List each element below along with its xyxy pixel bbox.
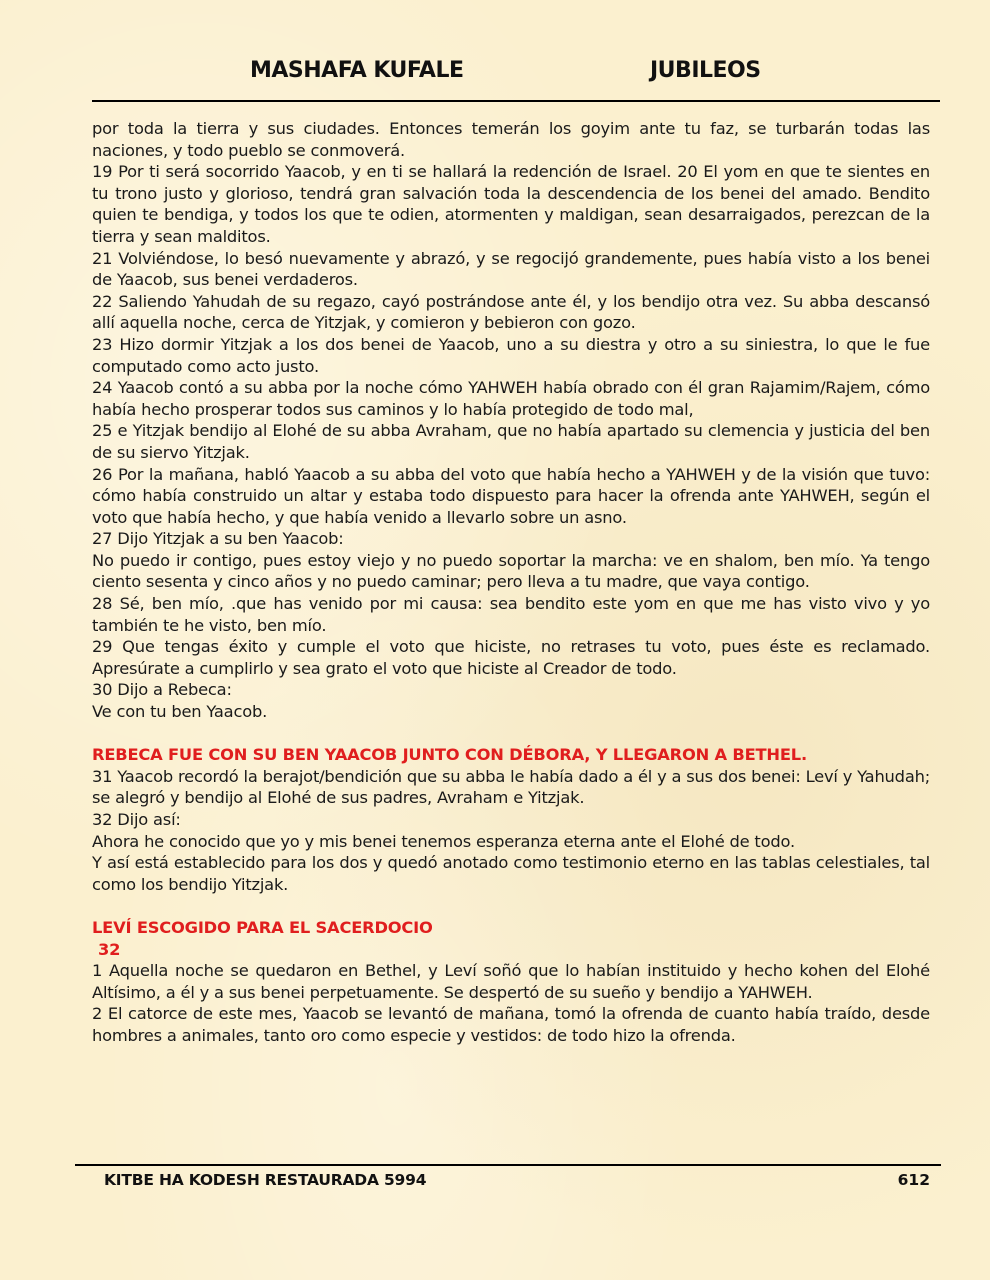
paragraph: 23 Hizo dormir Yitzjak a los dos benei de Yaacob, uno a su diestra y otro a su siniestra, lo que le fue computado como acto justo. (92, 334, 930, 376)
paragraph: 25 e Yitzjak bendijo al Elohé de su abba Avraham, que no había apartado su clemencia y justicia del ben de su siervo Yitzjak. (92, 421, 930, 462)
paragraph: 32 Dijo así: (92, 810, 181, 829)
page-header (92, 58, 940, 98)
spacer (92, 895, 930, 917)
paragraph: 2 El catorce de este mes, Yaacob se levantó de mañana, tomó la ofrenda de cuanto había traído, desde hombres a animales, tanto oro como especie y vestidos: de todo hizo la ofrenda. (92, 1004, 930, 1045)
footer-book-name: KITBE HA KODESH RESTAURADA 5994 (104, 1171, 427, 1189)
paragraph: Ahora he conocido que yo y mis benei tenemos esperanza eterna ante el Elohé de todo. (92, 831, 795, 851)
paragraph: Y así está establecido para los dos y quedó anotado como testimonio eterno en las tablas celestiales, tal como los bendijo Yitzjak. (92, 853, 930, 894)
page-number: 612 (897, 1171, 930, 1189)
paragraph: 1 Aquella noche se quedaron en Bethel, y Leví soñó que lo habían instituido y hecho kohen del Elohé Altísimo, a él y a sus benei perpetuamente. Se despertó de su sueño y bendijo a YAHWEH. (92, 961, 930, 1002)
header-book-title: MASHAFA KUFALE (250, 58, 464, 83)
section-heading: REBECA FUE CON SU BEN YAACOB JUNTO CON DÉBORA, Y LLEGARON A BETHEL. (92, 745, 807, 765)
paragraph: 27 Dijo Yitzjak a su ben Yaacob: (92, 529, 344, 549)
paragraph: 29 Que tengas éxito y cumple el voto que hiciste, no retrases tu voto, pues éste es reclamado. Apresúrate a cumplirlo y sea grato el voto que hiciste al Creador de todo. (92, 637, 930, 678)
spacer (92, 723, 930, 745)
paragraph: 21 Volviéndose, lo besó nuevamente y abrazó, y se regocijó grandemente, pues había visto a los benei de Yaacob, sus benei verdaderos. (92, 248, 930, 290)
paragraph: Ve con tu ben Yaacob. (92, 702, 268, 722)
paragraph: 30 Dijo a Rebeca: (92, 680, 232, 700)
paragraph: 26 Por la mañana, habló Yaacob a su abba del voto que había hecho a YAHWEH y de la visión que tuvo: cómo había construido un altar y estaba todo dispuesto para hacer la ofrenda ante YAHWEH, según el voto que había hecho, y que había venido a llevarlo sobre un asno. (92, 464, 930, 527)
paragraph: 22 Saliendo Yahudah de su regazo, cayó postrándose ante él, y los bendijo otra vez. Su abba descansó allí aquella noche, cerca de Yitzjak, y comieron y bebieron con gozo. (92, 291, 930, 333)
header-section-title: JUBILEOS (650, 58, 761, 83)
chapter-number: 32 (98, 939, 121, 959)
paragraph: 28 Sé, ben mío, .que has venido por mi causa: sea bendito este yom en que me has visto vivo y yo también te he visto, ben mío. (92, 594, 930, 635)
header-divider (92, 100, 940, 102)
paragraph: No puedo ir contigo, pues estoy viejo y no puedo soportar la marcha: ve en shalom, ben mío. Ya tengo ciento sesenta y cinco años y no puedo caminar; pero lleva a tu madre, que vaya contigo. (92, 550, 930, 592)
paragraph: 31 Yaacob recordó la berajot/bendición que su abba le había dado a él y a sus dos benei: Leví y Yahudah; se alegró y bendijo al Elohé de sus padres, Avraham e Yitzjak. (92, 766, 930, 808)
footer-divider (75, 1164, 941, 1166)
paragraph: 24 Yaacob contó a su abba por la noche cómo YAHWEH había obrado con él gran Rajamim/Rajem, cómo había hecho prosperar todos sus caminos y lo había protegido de todo mal, (92, 378, 930, 419)
paragraph: por toda la tierra y sus ciudades. Entonces temerán los goyim ante tu faz, se turbarán todas las naciones, y todo pueblo se conmoverá. (92, 119, 930, 160)
paragraph: 19 Por ti será socorrido Yaacob, y en ti se hallará la redención de Israel. 20 El yom en que te sientes en tu trono justo y glorioso, tendrá gran salvación toda la descendencia de los benei del amado. Bendito quien te bendiga, y todos los que te odien, atormenten y maldigan, sean desarraigados, perezcan de la tierra y sean malditos. (92, 162, 930, 246)
section-heading: LEVÍ ESCOGIDO PARA EL SACERDOCIO (92, 917, 433, 937)
page-body (92, 118, 930, 1047)
